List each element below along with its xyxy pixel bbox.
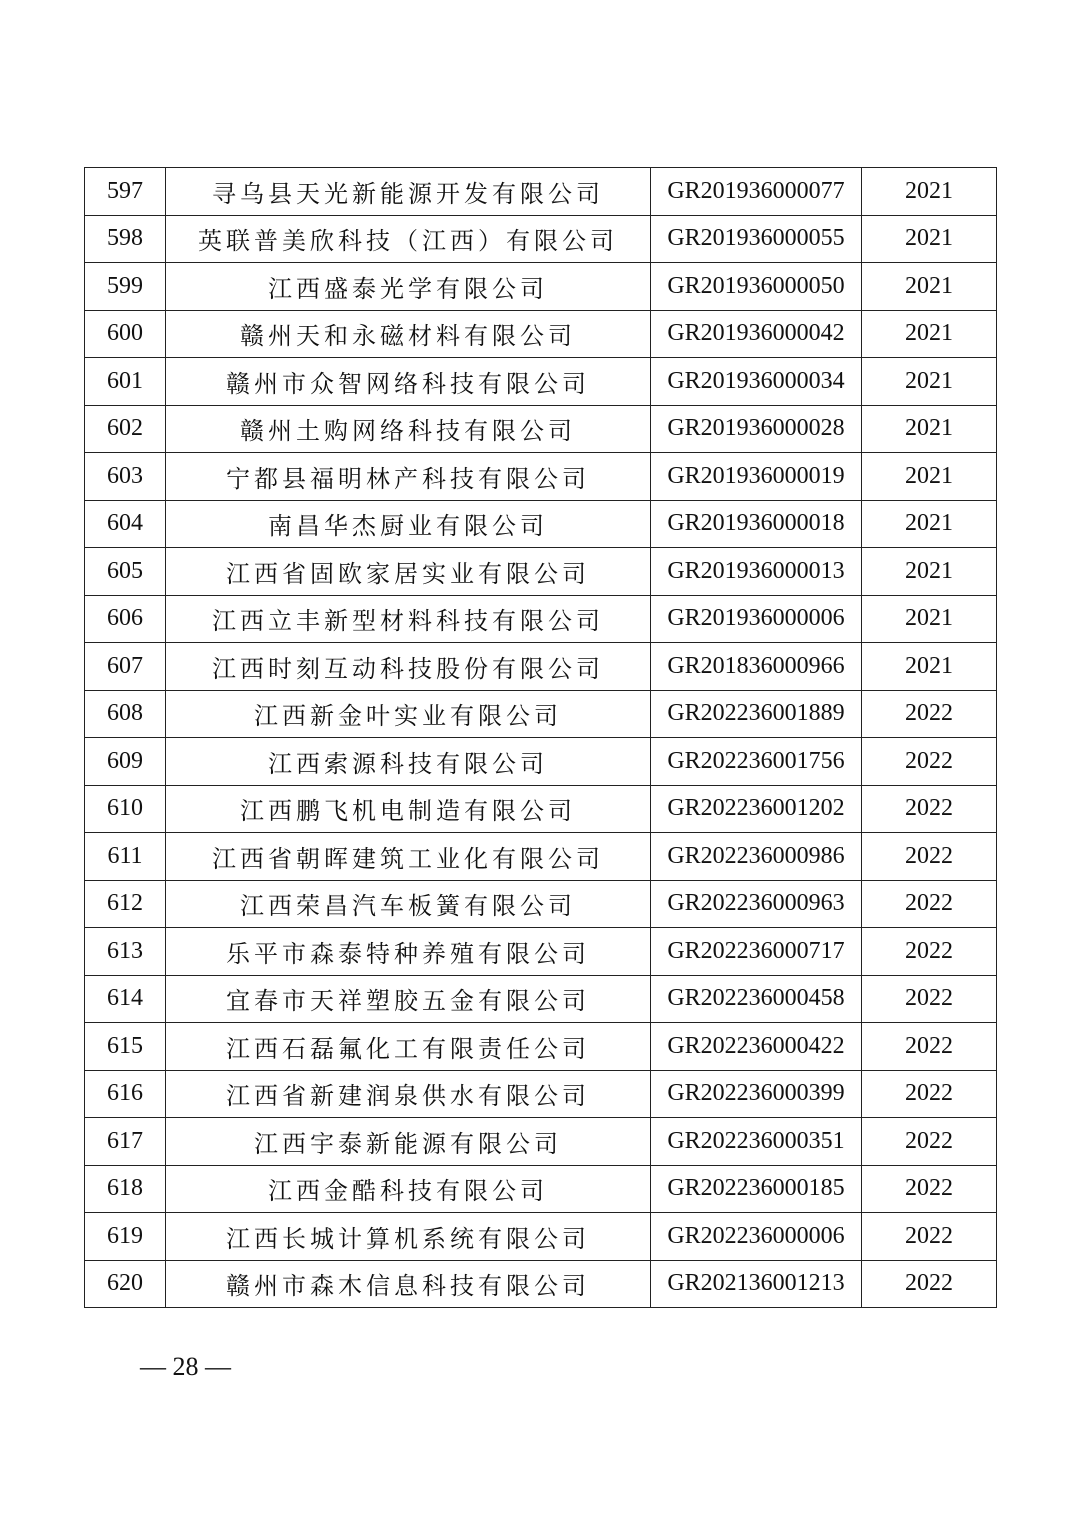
row-number-cell: 603 bbox=[85, 453, 166, 501]
year-cell: 2022 bbox=[862, 975, 997, 1023]
table-row bbox=[85, 548, 997, 596]
certificate-code-cell: GR202236000422 bbox=[651, 1023, 862, 1071]
row-number-cell: 602 bbox=[85, 405, 166, 453]
company-name-cell: 江西索源科技有限公司 bbox=[166, 738, 651, 786]
table-row bbox=[85, 643, 997, 691]
certificate-code-cell: GR202236000351 bbox=[651, 1118, 862, 1166]
company-name-cell: 赣州天和永磁材料有限公司 bbox=[166, 310, 651, 358]
year-cell: 2021 bbox=[862, 405, 997, 453]
year-cell: 2021 bbox=[862, 453, 997, 501]
table-row bbox=[85, 690, 997, 738]
table-row bbox=[85, 263, 997, 311]
row-number-cell: 601 bbox=[85, 358, 166, 406]
year-cell: 2022 bbox=[862, 928, 997, 976]
row-number-cell: 600 bbox=[85, 310, 166, 358]
year-cell: 2022 bbox=[862, 1023, 997, 1071]
row-number-cell: 620 bbox=[85, 1260, 166, 1308]
year-cell: 2021 bbox=[862, 643, 997, 691]
company-name-cell: 江西金酷科技有限公司 bbox=[166, 1165, 651, 1213]
table-row bbox=[85, 1023, 997, 1071]
company-name-cell: 寻乌县天光新能源开发有限公司 bbox=[166, 168, 651, 216]
company-name-cell: 乐平市森泰特种养殖有限公司 bbox=[166, 928, 651, 976]
year-cell: 2022 bbox=[862, 1118, 997, 1166]
page-number: — 28 — bbox=[140, 1352, 231, 1381]
certificate-code-cell: GR202236000185 bbox=[651, 1165, 862, 1213]
certificate-code-cell: GR201836000966 bbox=[651, 643, 862, 691]
year-cell: 2022 bbox=[862, 738, 997, 786]
table-body bbox=[85, 168, 997, 1308]
certificate-code-cell: GR202236001889 bbox=[651, 690, 862, 738]
company-name-cell: 宁都县福明林产科技有限公司 bbox=[166, 453, 651, 501]
certificate-code-cell: GR201936000034 bbox=[651, 358, 862, 406]
table-row bbox=[85, 595, 997, 643]
table-row bbox=[85, 168, 997, 216]
company-name-cell: 赣州市森木信息科技有限公司 bbox=[166, 1260, 651, 1308]
table-row bbox=[85, 928, 997, 976]
company-name-cell: 英联普美欣科技（江西）有限公司 bbox=[166, 215, 651, 263]
row-number-cell: 606 bbox=[85, 595, 166, 643]
table-row bbox=[85, 785, 997, 833]
table-row bbox=[85, 1260, 997, 1308]
year-cell: 2021 bbox=[862, 500, 997, 548]
table-row bbox=[85, 1165, 997, 1213]
certificate-code-cell: GR202236000458 bbox=[651, 975, 862, 1023]
company-name-cell: 江西省新建润泉供水有限公司 bbox=[166, 1070, 651, 1118]
certificate-code-cell: GR202236000006 bbox=[651, 1213, 862, 1261]
certificate-code-cell: GR201936000019 bbox=[651, 453, 862, 501]
company-name-cell: 江西省朝晖建筑工业化有限公司 bbox=[166, 833, 651, 881]
company-name-cell: 赣州市众智网络科技有限公司 bbox=[166, 358, 651, 406]
year-cell: 2022 bbox=[862, 1213, 997, 1261]
year-cell: 2022 bbox=[862, 880, 997, 928]
row-number-cell: 617 bbox=[85, 1118, 166, 1166]
year-cell: 2021 bbox=[862, 358, 997, 406]
row-number-cell: 598 bbox=[85, 215, 166, 263]
row-number-cell: 608 bbox=[85, 690, 166, 738]
certificate-code-cell: GR202236001202 bbox=[651, 785, 862, 833]
company-name-cell: 江西长城计算机系统有限公司 bbox=[166, 1213, 651, 1261]
certificate-code-cell: GR201936000018 bbox=[651, 500, 862, 548]
row-number-cell: 618 bbox=[85, 1165, 166, 1213]
year-cell: 2021 bbox=[862, 215, 997, 263]
row-number-cell: 613 bbox=[85, 928, 166, 976]
company-name-cell: 南昌华杰厨业有限公司 bbox=[166, 500, 651, 548]
certificate-code-cell: GR202236000963 bbox=[651, 880, 862, 928]
row-number-cell: 599 bbox=[85, 263, 166, 311]
row-number-cell: 607 bbox=[85, 643, 166, 691]
certificate-code-cell: GR202136001213 bbox=[651, 1260, 862, 1308]
table-row bbox=[85, 215, 997, 263]
row-number-cell: 597 bbox=[85, 168, 166, 216]
year-cell: 2021 bbox=[862, 168, 997, 216]
company-name-cell: 江西石磊氟化工有限责任公司 bbox=[166, 1023, 651, 1071]
company-name-cell: 宜春市天祥塑胶五金有限公司 bbox=[166, 975, 651, 1023]
year-cell: 2022 bbox=[862, 1165, 997, 1213]
year-cell: 2021 bbox=[862, 263, 997, 311]
row-number-cell: 616 bbox=[85, 1070, 166, 1118]
company-name-cell: 江西立丰新型材料科技有限公司 bbox=[166, 595, 651, 643]
company-name-cell: 赣州土购网络科技有限公司 bbox=[166, 405, 651, 453]
table-row bbox=[85, 310, 997, 358]
year-cell: 2022 bbox=[862, 785, 997, 833]
year-cell: 2022 bbox=[862, 1070, 997, 1118]
row-number-cell: 612 bbox=[85, 880, 166, 928]
company-name-cell: 江西时刻互动科技股份有限公司 bbox=[166, 643, 651, 691]
certificate-code-cell: GR202236001756 bbox=[651, 738, 862, 786]
certificate-code-cell: GR201936000077 bbox=[651, 168, 862, 216]
table-row bbox=[85, 833, 997, 881]
row-number-cell: 611 bbox=[85, 833, 166, 881]
table-row bbox=[85, 1070, 997, 1118]
certificate-code-cell: GR201936000006 bbox=[651, 595, 862, 643]
table-row bbox=[85, 738, 997, 786]
table-row bbox=[85, 358, 997, 406]
company-name-cell: 江西宇泰新能源有限公司 bbox=[166, 1118, 651, 1166]
certificate-code-cell: GR201936000050 bbox=[651, 263, 862, 311]
row-number-cell: 619 bbox=[85, 1213, 166, 1261]
year-cell: 2022 bbox=[862, 1260, 997, 1308]
row-number-cell: 610 bbox=[85, 785, 166, 833]
certificate-code-cell: GR201936000028 bbox=[651, 405, 862, 453]
company-name-cell: 江西新金叶实业有限公司 bbox=[166, 690, 651, 738]
company-name-cell: 江西荣昌汽车板簧有限公司 bbox=[166, 880, 651, 928]
certificate-code-cell: GR201936000013 bbox=[651, 548, 862, 596]
row-number-cell: 605 bbox=[85, 548, 166, 596]
row-number-cell: 615 bbox=[85, 1023, 166, 1071]
table-row bbox=[85, 500, 997, 548]
company-name-cell: 江西鹏飞机电制造有限公司 bbox=[166, 785, 651, 833]
year-cell: 2022 bbox=[862, 833, 997, 881]
table-row bbox=[85, 1213, 997, 1261]
certificate-code-cell: GR202236000717 bbox=[651, 928, 862, 976]
enterprise-list-table bbox=[84, 167, 997, 1308]
year-cell: 2022 bbox=[862, 690, 997, 738]
table-row bbox=[85, 975, 997, 1023]
year-cell: 2021 bbox=[862, 595, 997, 643]
row-number-cell: 604 bbox=[85, 500, 166, 548]
company-name-cell: 江西盛泰光学有限公司 bbox=[166, 263, 651, 311]
table-row bbox=[85, 880, 997, 928]
certificate-code-cell: GR202236000399 bbox=[651, 1070, 862, 1118]
certificate-code-cell: GR201936000042 bbox=[651, 310, 862, 358]
year-cell: 2021 bbox=[862, 310, 997, 358]
row-number-cell: 614 bbox=[85, 975, 166, 1023]
year-cell: 2021 bbox=[862, 548, 997, 596]
certificate-code-cell: GR202236000986 bbox=[651, 833, 862, 881]
company-name-cell: 江西省固欧家居实业有限公司 bbox=[166, 548, 651, 596]
row-number-cell: 609 bbox=[85, 738, 166, 786]
certificate-code-cell: GR201936000055 bbox=[651, 215, 862, 263]
table-row bbox=[85, 453, 997, 501]
table-row bbox=[85, 405, 997, 453]
table-row bbox=[85, 1118, 997, 1166]
